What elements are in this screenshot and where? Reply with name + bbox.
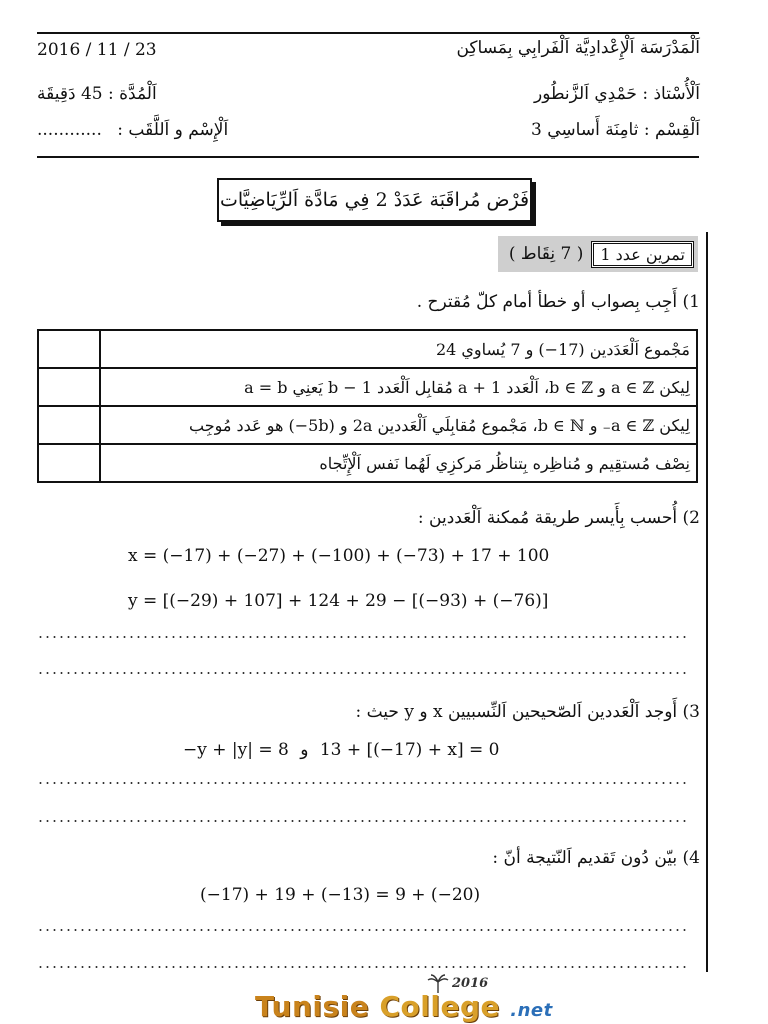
- question-3-label: 3) أَوجد اَلْعَددين اَلصّحيحين اَلنِّسبيين x و y حيث :: [355, 702, 700, 722]
- answer-cell[interactable]: [38, 406, 100, 444]
- exam-title: فَرْض مُراقَبَة عَدَدْ 2 فِي مَادَّة اَلرِّيَاضِيَّات: [217, 178, 532, 222]
- site-logo[interactable]: [255, 976, 553, 1023]
- statement-cell: لِيكن a ∈ ℤ₋ و b ∈ ℕ، مَجْموع مُقابِلَي اَلْعَددين 2a و (5b−) هو عَدد مُوجِب: [100, 406, 697, 444]
- exam-date: 2016 / 11 / 23: [37, 40, 157, 60]
- answer-line[interactable]: [37, 636, 687, 638]
- exercise-title: تمرين عدد 1: [591, 241, 694, 268]
- table-row: [38, 406, 697, 444]
- equation-y: y = [(−29) + 107] + 124 + 29 − [(−93) + (−76)]: [128, 591, 549, 611]
- statement-cell: نِصْف مُستقِيم و مُناظِره بِتناظُر مَركزِي لَهُما نَفس اَلْإِتِّجاه: [100, 444, 697, 482]
- answer-cell[interactable]: [38, 444, 100, 482]
- equation-x: x = (−17) + (−27) + (−100) + (−73) + 17 + 100: [128, 546, 550, 566]
- answer-line[interactable]: [37, 966, 687, 968]
- equations-pair: [183, 740, 499, 760]
- question-2-label: 2) أُحسب بِأَيسر طريقة مُمكنة اَلْعَددين :: [417, 508, 700, 528]
- answer-line[interactable]: [37, 929, 687, 931]
- table-row: [38, 330, 697, 368]
- header-bottom-rule: [37, 156, 699, 158]
- logo-net: .net: [510, 1000, 553, 1021]
- exam-duration: اَلْمُدَّة : 45 دَقِيقَة: [37, 84, 157, 104]
- exercise-header: [498, 236, 698, 272]
- equation-proof: (−17) + 19 + (−13) = 9 + (−20): [200, 885, 481, 905]
- top-rule: [37, 32, 699, 34]
- true-false-table: [37, 329, 698, 483]
- equation-y-abs: −y + |y| = 8: [183, 740, 289, 760]
- margin-line: [706, 232, 708, 972]
- name-dots: ............: [37, 120, 102, 140]
- table-row: [38, 368, 697, 406]
- statement-cell: مَجْموع اَلْعَدَدين (17−) و 7 يُساوي 24: [100, 330, 697, 368]
- logo-year: 2016: [452, 976, 489, 991]
- conjunction: و: [300, 740, 309, 760]
- answer-line[interactable]: [37, 782, 687, 784]
- table-row: [38, 444, 697, 482]
- class-label: اَلْقِسْم : ثامِنَة أَساسِي 3: [531, 120, 700, 140]
- teacher-name: اَلْأُسْتاذ : حَمْدِي اَلزَّنطُور: [534, 84, 700, 104]
- logo-college: College: [379, 990, 501, 1023]
- answer-cell[interactable]: [38, 368, 100, 406]
- exercise-points: ( 7 نِقَاط ): [508, 244, 584, 264]
- answer-cell[interactable]: [38, 330, 100, 368]
- question-4-label: 4) بيّن دُون تَقديم اَلنّتيجة أنّ :: [492, 848, 700, 868]
- name-field[interactable]: [37, 120, 317, 140]
- statement-cell: لِيكن a ∈ ℤ و b ∈ ℤ، اَلْعَدد a + 1 مُقابِل اَلْعَدد b − 1 يَعنِي a = b: [100, 368, 697, 406]
- logo-tunisie: Tunisie: [255, 990, 370, 1023]
- answer-line[interactable]: [37, 820, 687, 822]
- equation-x-bracket: 13 + [(−17) + x] = 0: [319, 740, 500, 760]
- name-label: اَلْإِسْم و اَللَّقَب :: [117, 120, 229, 140]
- question-1-label: 1) أَجِب بِصواب أو خطأ أمام كلّ مُقترح .: [416, 292, 700, 312]
- school-name: اَلْمَدْرَسَة اَلْإِعْدادِيَّة اَلْفَرابِي بِمَساكِن: [456, 38, 700, 58]
- answer-line[interactable]: [37, 672, 687, 674]
